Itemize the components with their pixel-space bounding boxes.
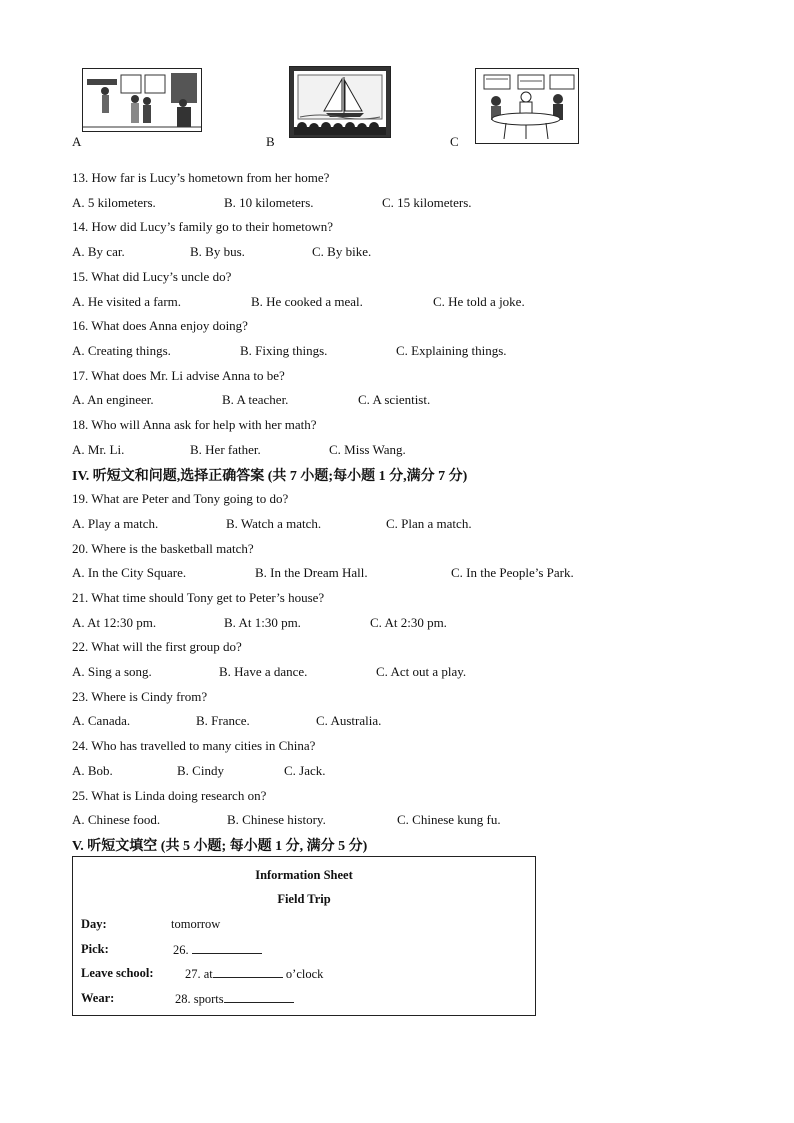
row-leave-value bbox=[185, 966, 323, 982]
question-22: 22. What will the first group do? bbox=[72, 639, 242, 654]
q16-option-c[interactable]: C. Explaining things. bbox=[396, 343, 507, 358]
question-15: 15. What did Lucy’s uncle do? bbox=[72, 269, 232, 284]
question-18: 18. Who will Anna ask for help with her math? bbox=[72, 417, 317, 432]
q15-option-a[interactable]: A. He visited a farm. bbox=[72, 294, 182, 309]
q21-option-b[interactable]: B. At 1:30 pm. bbox=[224, 615, 301, 630]
sheet-subtitle: Field Trip bbox=[277, 892, 331, 906]
q24-option-a[interactable]: A. Bob. bbox=[72, 763, 113, 778]
answer-blank-28[interactable] bbox=[224, 991, 294, 1003]
q16-option-b[interactable]: B. Fixing things. bbox=[240, 343, 328, 358]
row-wear-number: 28. sports bbox=[175, 992, 224, 1006]
information-sheet bbox=[72, 856, 536, 1016]
q25-option-c[interactable]: C. Chinese kung fu. bbox=[397, 812, 501, 827]
row-wear-value bbox=[175, 991, 294, 1007]
q14-option-c[interactable]: C. By bike. bbox=[312, 244, 372, 259]
question-20: 20. Where is the basketball match? bbox=[72, 541, 254, 556]
q19-option-c[interactable]: C. Plan a match. bbox=[386, 516, 472, 531]
q22-option-c[interactable]: C. Act out a play. bbox=[376, 664, 467, 679]
q22-option-a[interactable]: A. Sing a song. bbox=[72, 664, 152, 679]
picture-options bbox=[72, 66, 692, 156]
q19-option-b[interactable]: B. Watch a match. bbox=[226, 516, 322, 531]
q20-option-a[interactable]: A. In the City Square. bbox=[72, 565, 187, 580]
q21-option-a[interactable]: A. At 12:30 pm. bbox=[72, 615, 157, 630]
row-day-label: Day: bbox=[81, 917, 107, 931]
q16-option-a[interactable]: A. Creating things. bbox=[72, 343, 171, 358]
q14-option-a[interactable]: A. By car. bbox=[72, 244, 125, 259]
q18-option-b[interactable]: B. Her father. bbox=[190, 442, 261, 457]
q21-option-c[interactable]: C. At 2:30 pm. bbox=[370, 615, 447, 630]
q25-option-b[interactable]: B. Chinese history. bbox=[227, 812, 326, 827]
question-14: 14. How did Lucy’s family go to their hometown? bbox=[72, 219, 334, 234]
restaurant-picture bbox=[475, 68, 579, 144]
answer-blank-26[interactable] bbox=[192, 942, 262, 954]
q17-option-a[interactable]: A. An engineer. bbox=[72, 392, 154, 407]
row-pick-value bbox=[173, 942, 262, 958]
q18-option-a[interactable]: A. Mr. Li. bbox=[72, 442, 125, 457]
question-21: 21. What time should Tony get to Peter’s house? bbox=[72, 590, 325, 605]
q23-option-a[interactable]: A. Canada. bbox=[72, 713, 131, 728]
q13-option-b[interactable]: B. 10 kilometers. bbox=[224, 195, 314, 210]
answer-blank-27[interactable] bbox=[213, 966, 283, 978]
picture-label-b: B bbox=[266, 134, 275, 149]
picture-label-c: C bbox=[450, 134, 459, 149]
sheet-title: Information Sheet bbox=[255, 868, 353, 882]
row-leave-suffix: o’clock bbox=[282, 967, 324, 981]
q13-option-a[interactable]: A. 5 kilometers. bbox=[72, 195, 156, 210]
q15-option-b[interactable]: B. He cooked a meal. bbox=[251, 294, 363, 309]
sailboat-picture bbox=[289, 66, 391, 138]
section-5-heading: V. 听短文填空 (共 5 小题; 每小题 1 分, 满分 5 分) bbox=[72, 839, 368, 854]
q15-option-c[interactable]: C. He told a joke. bbox=[433, 294, 525, 309]
q23-option-c[interactable]: C. Australia. bbox=[316, 713, 382, 728]
row-pick-label: Pick: bbox=[81, 942, 109, 956]
question-23: 23. Where is Cindy from? bbox=[72, 689, 208, 704]
row-wear-label: Wear: bbox=[81, 991, 115, 1005]
q20-option-b[interactable]: B. In the Dream Hall. bbox=[255, 565, 368, 580]
q19-option-a[interactable]: A. Play a match. bbox=[72, 516, 159, 531]
q17-option-b[interactable]: B. A teacher. bbox=[222, 392, 289, 407]
q22-option-b[interactable]: B. Have a dance. bbox=[219, 664, 308, 679]
row-pick-number: 26. bbox=[173, 943, 192, 957]
q23-option-b[interactable]: B. France. bbox=[196, 713, 250, 728]
question-19: 19. What are Peter and Tony going to do? bbox=[72, 491, 289, 506]
picture-label-a: A bbox=[72, 134, 82, 149]
q17-option-c[interactable]: C. A scientist. bbox=[358, 392, 431, 407]
question-24: 24. Who has travelled to many cities in China? bbox=[72, 738, 316, 753]
q25-option-a[interactable]: A. Chinese food. bbox=[72, 812, 161, 827]
q24-option-c[interactable]: C. Jack. bbox=[284, 763, 326, 778]
question-13: 13. How far is Lucy’s hometown from her home? bbox=[72, 170, 330, 185]
q14-option-b[interactable]: B. By bus. bbox=[190, 244, 245, 259]
q13-option-c[interactable]: C. 15 kilometers. bbox=[382, 195, 472, 210]
shopping-picture bbox=[82, 68, 202, 132]
section-4-heading: IV. 听短文和问题,选择正确答案 (共 7 小题;每小题 1 分,满分 7 分) bbox=[72, 469, 468, 484]
row-leave-number: 27. at bbox=[185, 967, 213, 981]
q20-option-c[interactable]: C. In the People’s Park. bbox=[451, 565, 574, 580]
q18-option-c[interactable]: C. Miss Wang. bbox=[329, 442, 406, 457]
question-25: 25. What is Linda doing research on? bbox=[72, 788, 267, 803]
question-17: 17. What does Mr. Li advise Anna to be? bbox=[72, 368, 285, 383]
row-day-value: tomorrow bbox=[171, 917, 221, 931]
row-leave-label: Leave school: bbox=[81, 966, 154, 980]
q24-option-b[interactable]: B. Cindy bbox=[177, 763, 224, 778]
question-16: 16. What does Anna enjoy doing? bbox=[72, 318, 248, 333]
